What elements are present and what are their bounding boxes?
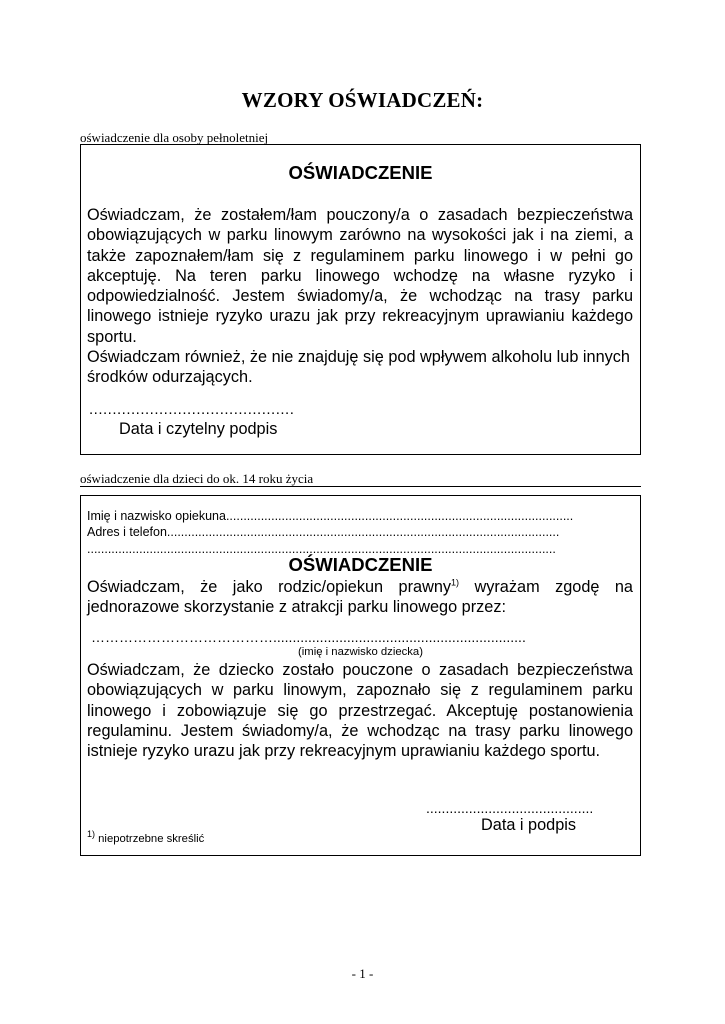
footnote [87,829,205,845]
footnote-text: niepotrzebne skreślić [95,833,205,845]
adult-declaration-box [80,144,641,455]
child-caption: oświadczenie dla dzieci do ok. 14 roku życia [80,471,314,486]
adult-paragraph-1: Oświadczam, że zostałem/łam pouczony/a o zasadach bezpieczeństwa obowiązujących w parku linowym zarówno na wysokości jak i na ziemi, a także zapoznałem/łam się z regulaminem parku linowego i w pełni go akceptuję. Na teren parku linowego wchodzę na własne ryzyko i odpowiedzialność. Jestem świadomy/a, że wchodząc na trasy parku linowego istnieje ryzyko urazu jak przy rekreacyjnym uprawianiu każdego sportu. [87,206,633,346]
adult-paragraph-2: Oświadczam również, że nie znajduję się pod wpływem alkoholu lub innych środków odurzających. [87,348,630,387]
adult-signature-label: Data i czytelny podpis [119,420,278,438]
caption-divider [80,486,641,487]
footnote-number: 1) [87,829,96,840]
adult-declaration-heading: OŚWIADCZENIE [288,162,433,183]
consent-text-end: wyrażam zgodę na jednorazowe skorzystanie z atrakcji parku linowego przez: [87,578,633,617]
child-declaration-heading: OŚWIADCZENIE [288,554,433,575]
child-name-dots: …………………………………................................................................. [91,629,526,645]
guardian-name-line: Imię i nazwisko opiekuna.................................................................................................... [87,509,574,523]
consent-paragraph [87,577,633,618]
child-declaration-box [80,495,641,856]
child-signature-dots: ........................................... [426,800,594,816]
page-title: WZORY OŚWIADCZEŃ: [241,88,484,112]
adult-declaration-body [87,205,633,388]
consent-text-start: Oświadczam, że jako rodzic/opiekun prawny [87,578,452,596]
address-phone-line: Adres i telefon................................................................................................................. [87,525,560,539]
child-signature-label: Data i podpis [481,816,577,834]
blank-line: ....................................................................................................................................... [87,542,556,556]
adult-signature-dots: ............................................ [89,401,295,418]
child-instruction-paragraph: Oświadczam, że dziecko zostało pouczone o zasadach bezpieczeństwa obowiązujących w parku linowym, zapoznało się z regulaminem parku linowego i zobowiązuje się go przestrzegać. Akceptuję postanowienia regulaminu. Jestem świadomy/a, że wchodząc na trasy parku linowego istnieje ryzyko urazu jak przy rekreacyjnym uprawianiu każdego sportu. [87,661,633,761]
page-number: - 1 - [351,966,374,981]
footnote-marker: 1) [451,577,460,588]
adult-caption: oświadczenie dla osoby pełnoletniej [80,130,269,145]
child-name-hint: (imię i nazwisko dziecka) [298,646,423,658]
